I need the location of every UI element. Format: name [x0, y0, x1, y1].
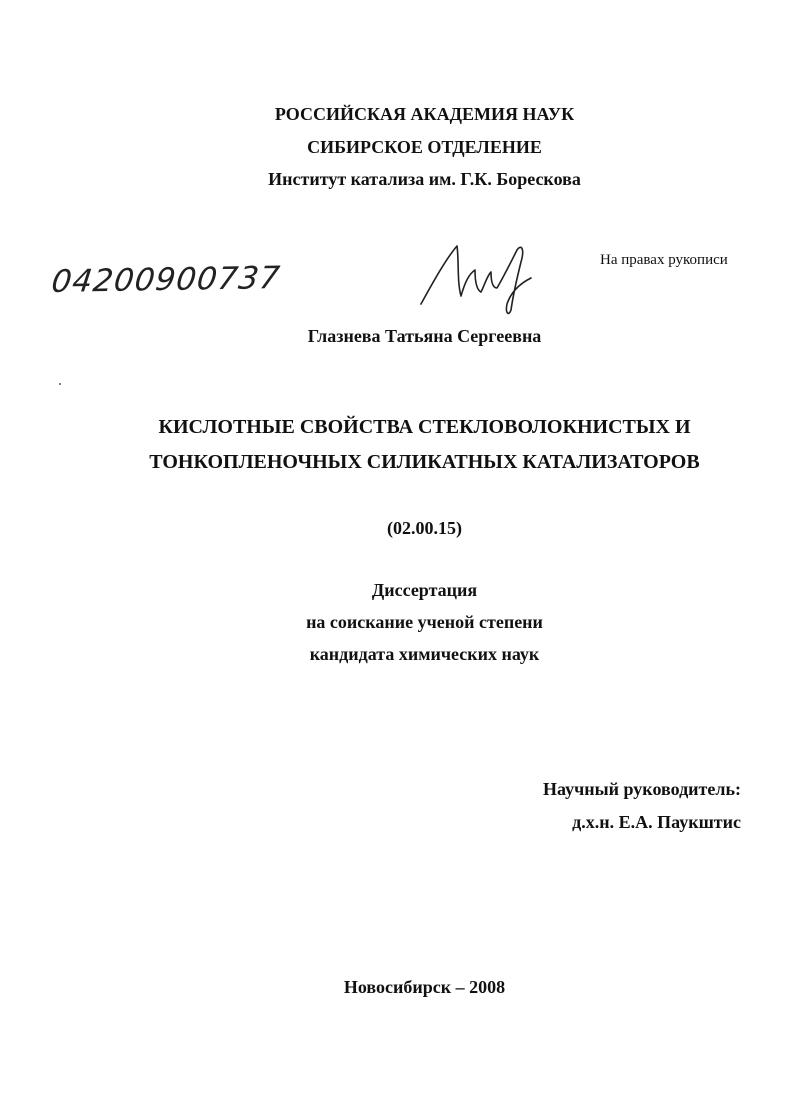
supervisor-name: д.х.н. Е.А. Паукштис — [572, 812, 741, 832]
work-type-line-1: Диссертация — [371, 580, 478, 600]
institute-name: Институт катализа им. Г.К. Борескова — [268, 169, 581, 189]
supervisor-label: Научный руководитель: — [543, 779, 741, 799]
academy-name: РОССИЙСКАЯ АКАДЕМИЯ НАУК — [274, 104, 575, 124]
rights-note: На правах рукописи — [600, 252, 728, 268]
work-type-line-3: кандидата химических наук — [309, 644, 540, 664]
scan-speck — [59, 383, 61, 385]
author-name: Глазнева Татьяна Сергеевна — [307, 326, 542, 346]
work-type-line-2: на соискание ученой степени — [306, 612, 543, 632]
branch-name: СИБИРСКОЕ ОТДЕЛЕНИЕ — [307, 137, 542, 157]
city-year: Новосибирск – 2008 — [343, 977, 506, 997]
handwritten-registration-number: 04200900737 — [49, 260, 283, 300]
dissertation-title-line-2: ТОНКОПЛЕНОЧНЫХ СИЛИКАТНЫХ КАТАЛИЗАТОРОВ — [149, 451, 700, 473]
specialty-code: (02.00.15) — [387, 518, 462, 538]
author-signature — [417, 238, 542, 318]
dissertation-title-line-1: КИСЛОТНЫЕ СВОЙСТВА СТЕКЛОВОЛОКНИСТЫХ И — [158, 416, 691, 438]
